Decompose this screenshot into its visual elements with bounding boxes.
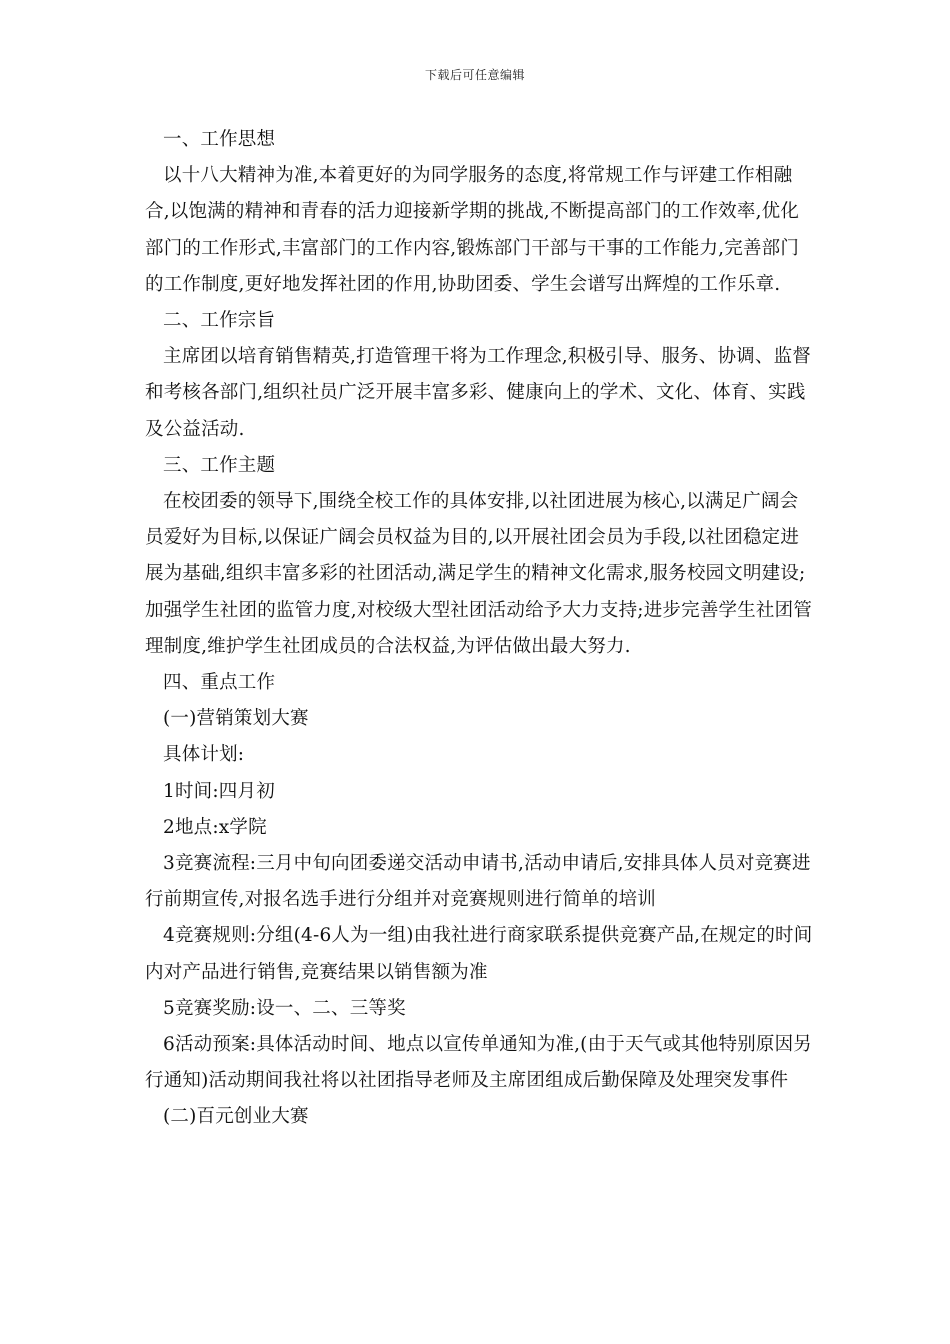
plan-item-contingency: 6活动预案:具体活动时间、地点以宣传单通知为准,(由于天气或其他特别原因另行通知)活动期间我社将以社团指导老师及主席团组成后勤保障及处理突发事件: [145, 1034, 813, 1092]
plan-item-process: 3竞赛流程:三月中旬向团委递交活动申请书,活动申请后,安排具体人员对竞赛进行前期宣传,对报名选手进行分组并对竞赛规则进行简单的培训: [145, 853, 811, 911]
body-paragraph-2: 主席团以培育销售精英,打造管理干将为工作理念,积极引导、服务、协调、监督和考核各部门,组织社员广泛开展丰富多彩、健康向上的学术、文化、体育、实践及公益活动.: [145, 346, 811, 440]
plan-item-awards: 5竞赛奖励:设一、二、三等奖: [163, 997, 406, 1019]
section-heading-2: 二、工作宗旨: [163, 310, 276, 332]
header-note: 下载后可任意编辑: [424, 68, 525, 82]
subsection-heading-2: (二)百元创业大赛: [163, 1106, 309, 1128]
document-body: [145, 122, 817, 1136]
section-heading-3: 三、工作主题: [163, 454, 276, 476]
plan-item-rules: 4竞赛规则:分组(4-6人为一组)由我社进行商家联系提供竞赛产品,在规定的时间内对产品进行销售,竞赛结果以销售额为准: [145, 925, 813, 983]
section-heading-4: 四、重点工作: [163, 672, 276, 694]
body-paragraph-3: 在校团委的领导下,围绕全校工作的具体安排,以社团进展为核心,以满足广阔会员爱好为目标,以保证广阔会员权益为目的,以开展社团会员为手段,以社团稳定进展为基础,组织丰富多彩的社团活动,满足学生的精神文化需求,服务校园文明建设;加强学生社团的监管力度,对校级大型社团活动给予大力支持;进步完善学生社团管理制度,维护学生社团成员的合法权益,为评估做出最大努力.: [145, 491, 813, 657]
plan-label: 具体计划:: [163, 744, 245, 766]
plan-item-time: 1时间:四月初: [163, 780, 275, 802]
plan-item-location: 2地点:x学院: [163, 816, 267, 838]
body-paragraph-1: 以十八大精神为准,本着更好的为同学服务的态度,将常规工作与评建工作相融合,以饱满的精神和青春的活力迎接新学期的挑战,不断提高部门的工作效率,优化部门的工作形式,丰富部门的工作内容,锻炼部门干部与干事的工作能力,完善部门的工作制度,更好地发挥社团的作用,协助团委、学生会谱写出辉煌的工作乐章.: [145, 165, 800, 295]
subsection-heading-1: (一)营销策划大赛: [163, 708, 309, 730]
section-heading-1: 一、工作思想: [163, 129, 276, 150]
